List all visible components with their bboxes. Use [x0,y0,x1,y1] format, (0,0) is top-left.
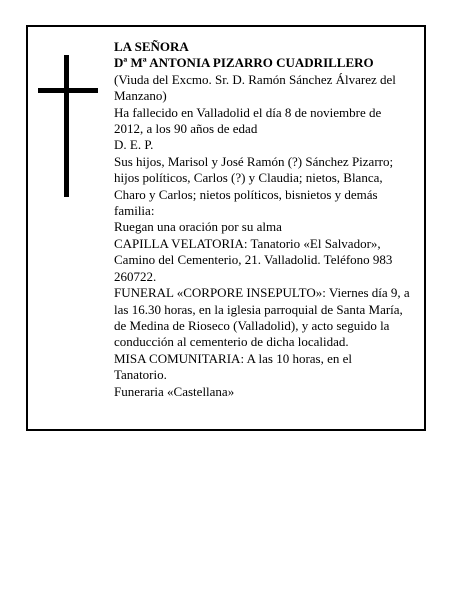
widow-line: Manzano) [114,88,167,104]
mass-line: MISA COMUNITARIA: A las 10 horas, en el [114,350,353,366]
title-line: LA SEÑORA [114,39,189,54]
funeral-line: FUNERAL «CORPORE INSEPULTO»: Viernes día 9, a [114,285,410,301]
chapel-line: 260722. [114,268,157,284]
family-line: Charo y Carlos; nietos políticos, bisnietos y demás [114,186,378,202]
funeral-line: las 16.30 horas, en la iglesia parroquial de Santa María, [114,301,403,317]
death-line: Ha fallecido en Valladolid el día 8 de noviembre de [114,104,382,120]
chapel-line: Camino del Cementerio, 21. Valladolid. Teléfono 983 [114,252,393,268]
obituary-text [114,39,426,400]
deceased-name: Dª Mª ANTONIA PIZARRO CUADRILLERO [114,55,374,71]
rip-line: D. E. P. [114,137,154,153]
funeral-line: de Medina de Rioseco (Valladolid), y acto seguido la [114,317,390,333]
family-line: familia: [114,203,155,219]
mass-line: Tanatorio. [114,367,167,383]
obituary-notice [26,25,426,431]
funeral-line: conducción al cementerio de dicha localidad. [114,334,349,350]
family-line: hijos políticos, Carlos (?) y Claudia; nietos, Blanca, [114,170,383,186]
funeral-home-line: Funeraria «Castellana» [114,383,235,399]
prayer-line: Ruegan una oración por su alma [114,219,282,235]
widow-line: (Viuda del Excmo. Sr. D. Ramón Sánchez Álvarez del [114,71,396,87]
chapel-line: CAPILLA VELATORIA: Tanatorio «El Salvador», [114,235,381,251]
cross-icon [38,55,98,197]
cross-vertical-bar [64,55,69,197]
family-line: Sus hijos, Marisol y José Ramón (?) Sánchez Pizarro; [114,153,394,169]
cross-horizontal-bar [38,88,98,93]
death-line: 2012, a los 90 años de edad [114,121,258,137]
